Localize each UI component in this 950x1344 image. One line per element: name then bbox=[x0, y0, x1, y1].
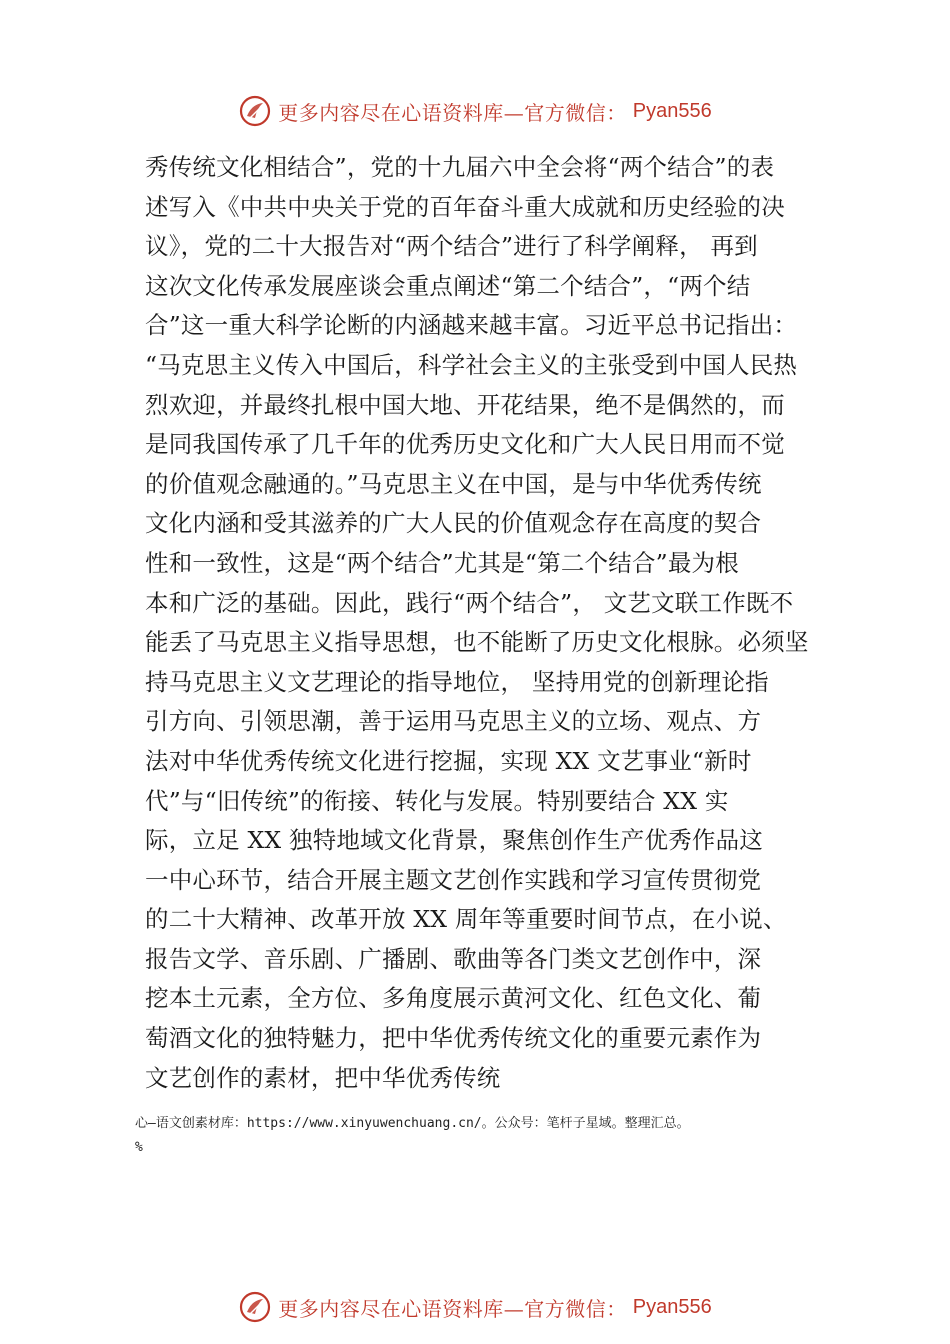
footer-symbol-line: % bbox=[135, 1140, 143, 1155]
body-line: 议》，党的二十大报告对“两个结合”进行了科学阐释， 再到 bbox=[145, 232, 758, 261]
seal-logo-icon bbox=[238, 94, 272, 128]
body-line: 述写入《中共中央关于党的百年奋斗重大成就和历史经验的决 bbox=[145, 192, 785, 221]
body-line: 法对中华优秀传统文化进行挖掘，实现 XX 文艺事业“新时 bbox=[145, 746, 752, 775]
footer-note bbox=[135, 1112, 855, 1160]
body-line: 挖本土元素，全方位、多角度展示黄河文化、红色文化、葡 bbox=[145, 984, 762, 1013]
body-line: 秀传统文化相结合”，党的十九届六中全会将“两个结合”的表 bbox=[145, 153, 775, 181]
seal-logo-icon bbox=[238, 1290, 272, 1324]
body-line: 本和广泛的基础。因此，践行“两个结合”， 文艺文联工作既不 bbox=[145, 588, 794, 617]
watermark-text: 更多内容尽在心语资料库—官方微信： bbox=[278, 1296, 627, 1321]
body-line: 的二十大精神、改革开放 XX 周年等重要时间节点，在小说、 bbox=[145, 905, 787, 934]
body-line: 这次文化传承发展座谈会重点阐述“第二个结合”，“两个结 bbox=[145, 271, 751, 300]
body-line: 是同我国传承了几千年的优秀历史文化和广大人民日用而不觉 bbox=[145, 430, 785, 459]
body-line: 能丢了马克思主义指导思想，也不能断了历史文化根脉。必须坚 bbox=[145, 628, 809, 657]
body-text bbox=[145, 148, 835, 1098]
header-watermark bbox=[0, 94, 950, 128]
body-line: 一中心环节，结合开展主题文艺创作实践和学习宣传贯彻党 bbox=[145, 865, 762, 894]
body-line: 萄酒文化的独特魅力，把中华优秀传统文化的重要元素作为 bbox=[145, 1024, 762, 1053]
watermark-text: 更多内容尽在心语资料库—官方微信： bbox=[278, 100, 627, 125]
body-line: 性和一致性，这是“两个结合”尤其是“第二个结合”最为根 bbox=[145, 548, 739, 577]
footer-watermark bbox=[0, 1290, 950, 1324]
body-line: 文化内涵和受其滋养的广大人民的价值观念存在高度的契合 bbox=[145, 509, 762, 538]
body-line: 持马克思主义文艺理论的指导地位， 坚持用党的创新理论指 bbox=[145, 667, 769, 696]
watermark-wechat-id: Pyan556 bbox=[632, 1295, 712, 1318]
body-line: 烈欢迎，并最终扎根中国大地、开花结果，绝不是偶然的，而 bbox=[145, 390, 785, 419]
body-line: 的价值观念融通的。”马克思主义在中国，是与中华优秀传统 bbox=[145, 469, 762, 498]
body-line: 代”与“旧传统”的衔接、转化与发展。特别要结合 XX 实 bbox=[145, 786, 729, 815]
footer-source-line: 心—语文创素材库：https://www.xinyuwenchuang.cn/。公众号：笔杆子星域。整理汇总。 bbox=[135, 1116, 690, 1131]
body-line: 引方向、引领思潮，善于运用马克思主义的立场、观点、方 bbox=[145, 707, 762, 736]
body-line: 报告文学、音乐剧、广播剧、歌曲等各门类文艺创作中，深 bbox=[145, 944, 762, 973]
body-line: 际，立足 XX 独特地域文化背景，聚焦创作生产优秀作品这 bbox=[145, 826, 763, 855]
body-line: “马克思主义传入中国后，科学社会主义的主张受到中国人民热 bbox=[145, 350, 798, 379]
body-line: 合”这一重大科学论断的内涵越来越丰富。习近平总书记指出： bbox=[145, 311, 798, 340]
watermark-wechat-id: Pyan556 bbox=[632, 99, 712, 122]
body-line: 文艺创作的素材，把中华优秀传统 bbox=[145, 1063, 501, 1092]
